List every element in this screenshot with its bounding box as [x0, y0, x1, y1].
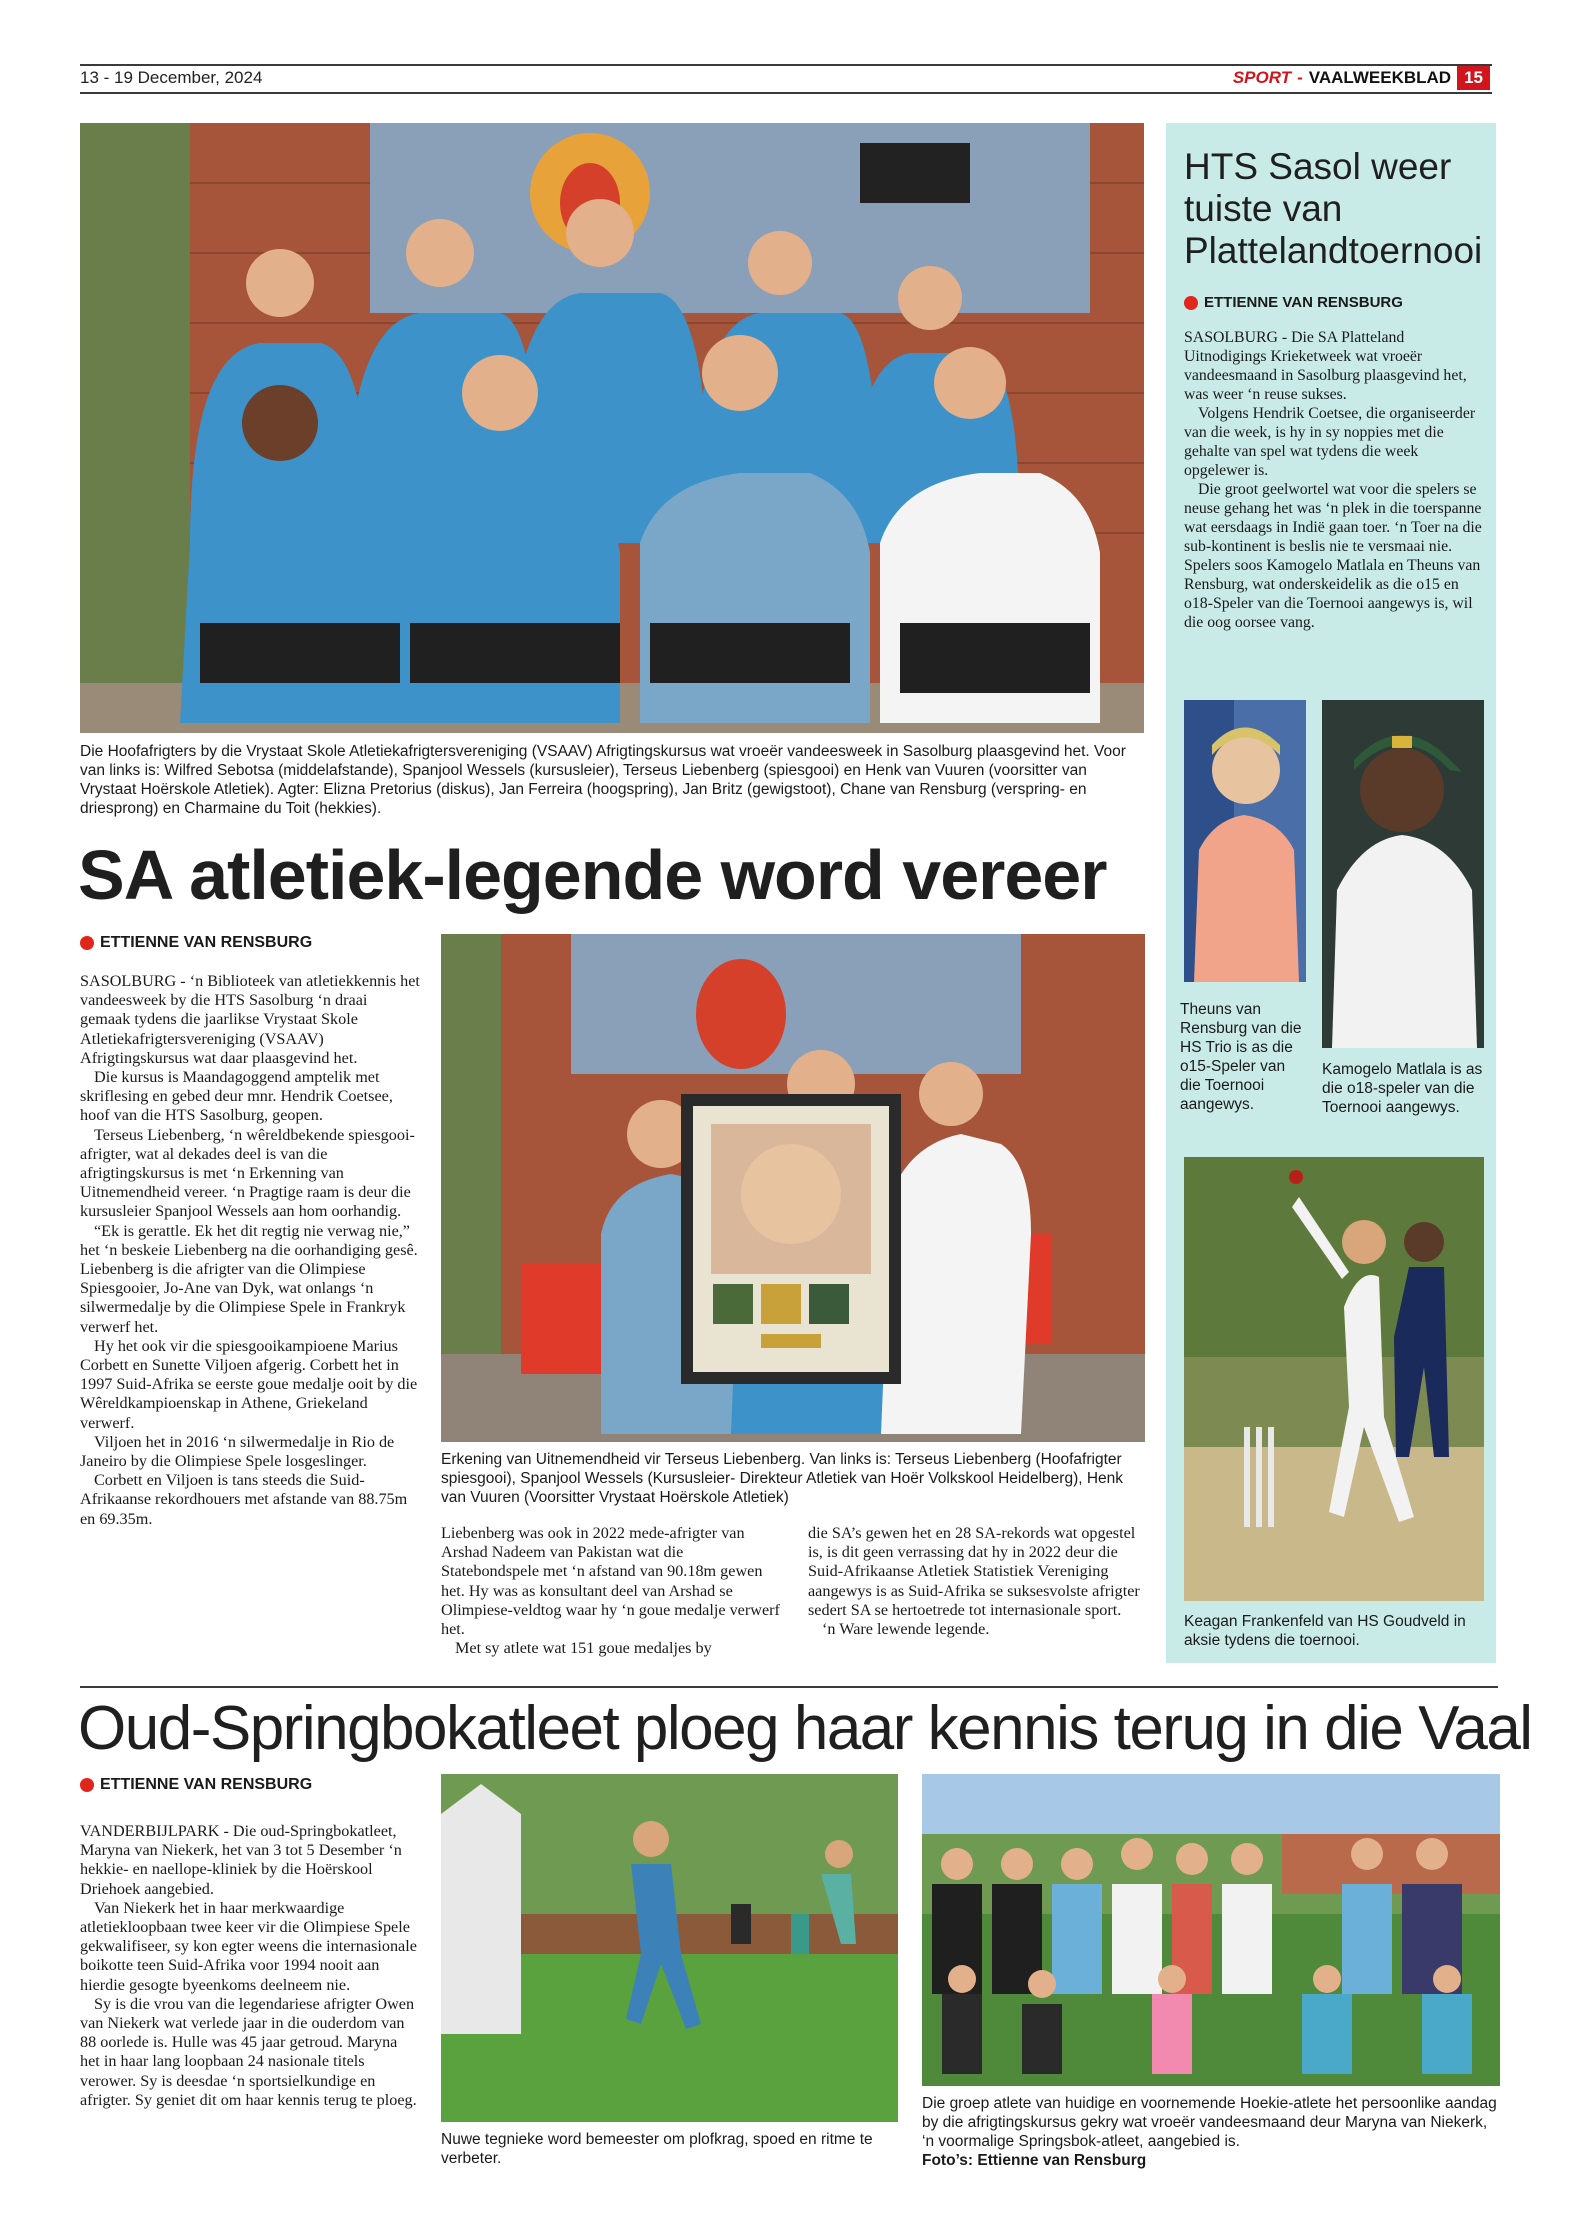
- article1-byline: [80, 934, 312, 952]
- article1-paragraph: Hy het ook vir die spiesgooikampioene Marius Corbett en Sunette Viljoen afgerig. Corbett het in 1997 Suid-Afrika se eerste goue medalje ooit by die Wêreldkampioenskap in Athene, Griekeland verwerf.: [80, 1336, 418, 1432]
- article2-paragraph: VANDERBIJLPARK - Die oud-Springbokatleet, Maryna van Niekerk, het van 3 tot 5 Desember ‘n hekkie- en naellope-kliniek by die Hoërskool Driehoek aangebied.: [80, 1822, 402, 1898]
- group-photo-caption: [922, 2094, 1500, 2170]
- header-bottom-rule: [80, 92, 1492, 94]
- award-photo-caption: Erkening van Uitnemendheid vir Terseus Liebenberg. Van links is: Terseus Liebenberg (Hoofafrigter spiesgooi), Spanjool Wessels (Kursusleier- Direkteur Atletiek van Hoër Volkskool Heidelberg), Henk van Vuuren (Voorsitter Vrystaat Hoërskole Atletiek): [441, 1451, 1124, 1506]
- section-separator: -: [1297, 68, 1303, 87]
- coaches-group-photo: [80, 123, 1144, 733]
- sidebar-paragraph: SASOLBURG - Die SA Platteland Uitnodigings Krieketweek wat vroeër vandeesmaand in Sasolburg plaasgevind het, was weer ‘n reuse sukses.: [1184, 329, 1467, 403]
- running-drill-photo: [441, 1774, 898, 2122]
- article1-column-3: [808, 1524, 1148, 1639]
- keagan-bowling-photo: [1184, 1157, 1484, 1601]
- article1-byline-name: ETTIENNE VAN RENSBURG: [100, 934, 313, 951]
- article1-paragraph: Die kursus is Maandagoggend amptelik met skriflesing en gebed deur mnr. Hendrik Coetsee, hoof van die HTS Sasolburg, geopen.: [80, 1068, 393, 1125]
- sidebar-byline-name: ETTIENNE VAN RENSBURG: [1204, 294, 1403, 311]
- page-number: 15: [1457, 66, 1490, 90]
- group-photo-caption-text: Die groep atlete van huidige en voornemende Hoekie-atlete het persoonlike aandag by die afrigtingskursus gekry wat vroeër vandeesmaand deur Maryna van Niekerk, ‘n voormalige Springsbok-atleet, aangebied is.: [922, 2095, 1497, 2150]
- section-name: SPORT: [1232, 68, 1292, 87]
- article2-paragraph: Van Niekerk het in haar merkwaardige atletiekloopbaan twee keer vir die Olimpiese Spele gekwalifiseer, sy kon egter weens die internasionale boikotte teen Suid-Afrika voor 1994 nooit aan hierdie gesogte byeenkoms deelneem nie.: [80, 1898, 417, 1994]
- award-presentation-photo: [441, 934, 1145, 1442]
- article1-paragraph: Met sy atlete wat 151 goue medaljes by: [455, 1639, 712, 1658]
- article1-paragraph: Terseus Liebenberg, ‘n wêreldbekende spiesgooi-afrigter, wat al dekades deel is van die afrigtingskursus is met ‘n Erkenning van Uitnemendheid vereer. ‘n Pragtige raam is deur die kursusleier Spanjool Wessels aan hom oorhandig.: [80, 1125, 415, 1221]
- coaches-photo-caption: Die Hoofafrigters by die Vrystaat Skole Atletiekafrigtersvereniging (VSAAV) Afrigtingskursus wat vroeër vandeesweek in Sasolburg plaasgevind het. Voor van links is: Wilfred Sebotsa (middelafstande), Spanjool Wessels (kursusleier), Terseus Liebenberg (spiesgooi) en Henk van Vuuren (voorsitter van Vrystaat Hoërskole Atletiek). Agter: Elizna Pretorius (diskus), Jan Ferreira (hoogspring), Jan Britz (gewigstoot), Chane van Rensburg (verspring- en driesprong) en Charmaine du Toit (hekkies).: [80, 743, 1126, 817]
- article1-column-1: [80, 972, 420, 1529]
- article2-byline-name: ETTIENNE VAN RENSBURG: [100, 1776, 313, 1793]
- sidebar-byline: [1184, 294, 1403, 311]
- paper-name: VAALWEEKBLAD: [1308, 68, 1452, 87]
- article2-headline: Oud-Springbokatleet ploeg haar kennis terug in die Vaal: [78, 1694, 1532, 1763]
- article1-paragraph: ‘n Ware lewende legende.: [822, 1620, 990, 1639]
- keagan-caption: Keagan Frankenfeld van HS Goudveld in aksie tydens die toernooi.: [1184, 1613, 1466, 1649]
- red-dot-icon: [80, 936, 94, 950]
- article2-byline: [80, 1776, 312, 1794]
- kamogelo-caption: Kamogelo Matlala is as die o18-speler van die Toernooi aangewys.: [1322, 1061, 1483, 1116]
- athletes-group-photo: [922, 1774, 1500, 2086]
- red-dot-icon: [80, 1778, 94, 1792]
- sidebar-body: [1184, 328, 1484, 632]
- article2-paragraph: Sy is die vrou van die legendariese afrigter Owen van Niekerk wat verlede jaar in die ouderdom van 88 oorlede is. Hulle was 45 jaar getroud. Maryna het in haar lang loopbaan 24 nasionale titels verower. Sy is deesdae ‘n sportsielkundige en afrigter. Sy geniet dit om haar kennis terug te ploeg.: [80, 1994, 417, 2109]
- kamogelo-photo: [1322, 700, 1484, 1048]
- article1-headline: SA atletiek-legende word vereer: [78, 836, 1107, 914]
- photo-credit: Foto’s: Ettienne van Rensburg: [922, 2152, 1147, 2169]
- article1-paragraph: SASOLBURG - ‘n Biblioteek van atletiekkennis het vandeesweek by die HTS Sasolburg ‘n draai gemaak tydens die jaarlikse Vrystaat Skole Atletiekafrigtersvereniging (VSAAV) Afrigtingskursus wat daar plaasgevind het.: [80, 972, 420, 1067]
- article1-paragraph: “Ek is gerattle. Ek het dit regtig nie verwag nie,” het ‘n beskeie Liebenberg na die oorhandiging gesê. Liebenberg is die afrigter van die Olimpiese Spiesgooier, Jo-Ane van Dyk, wat onlangs ‘n silwermedalje by die Olimpiese Spele in Frankryk verwerf het.: [80, 1221, 418, 1336]
- issue-date: 13 - 19 December, 2024: [80, 68, 263, 87]
- article1-paragraph: Corbett en Viljoen is tans steeds die Suid-Afrikaanse rekordhouers met afstande van 88.75m en 69.35m.: [80, 1471, 408, 1528]
- theuns-photo: [1184, 700, 1306, 982]
- masthead: [1233, 66, 1490, 90]
- sidebar-headline: HTS Sasol weer tuiste van Plattelandtoernooi: [1184, 146, 1483, 271]
- section-divider: [80, 1686, 1498, 1688]
- article1-paragraph: Liebenberg was ook in 2022 mede-afrigter van Arshad Nadeem van Pakistan wat die Statebondspele met ‘n afstand van 90.18m gewen het. Hy was as konsultant deel van Arshad se Olimpiese-veldtog waar hy ‘n goue medalje verwerf het.: [441, 1524, 780, 1639]
- running-photo-caption: Nuwe tegnieke word bemeester om plofkrag, spoed en ritme te verbeter.: [441, 2131, 873, 2167]
- sidebar-paragraph: Volgens Hendrik Coetsee, die organiseerder van die week, is hy in sy noppies met die gehalte van spel wat tydens die week opgelewer is.: [1184, 405, 1476, 479]
- article1-column-2: [441, 1524, 781, 1658]
- article1-paragraph: Viljoen het in 2016 ‘n silwermedalje in Rio de Janeiro by die Olimpiese Spele losgeslinger.: [80, 1432, 395, 1471]
- theuns-caption: Theuns van Rensburg van die HS Trio is as die o15-Speler van die Toernooi aangewys.: [1180, 1001, 1302, 1113]
- red-dot-icon: [1184, 296, 1198, 310]
- sidebar-paragraph: Die groot geelwortel wat voor die spelers se neuse gehang het was ‘n plek in die toerspanne wat eersdaags in Indië gaan toer. ‘n Toer na die sub-kontinent is beslis nie te versmaai nie. Spelers soos Kamogelo Matlala en Theuns van Rensburg, wat onderskeidelik as die o15 en o18-Speler van die Toernooi aangewys is, wil die oog oorsee vang.: [1184, 481, 1482, 631]
- article2-body: [80, 1822, 420, 2110]
- article1-paragraph: die SA’s gewen het en 28 SA-rekords wat opgestel is, is dit geen verrassing dat hy in 2022 deur die Suid-Afrikaanse Atletiek Statistiek Vereniging aangewys is as Suid-Afrika se suksesvolste afrigter sedert SA se hertoetrede tot internasionale sport.: [808, 1524, 1140, 1619]
